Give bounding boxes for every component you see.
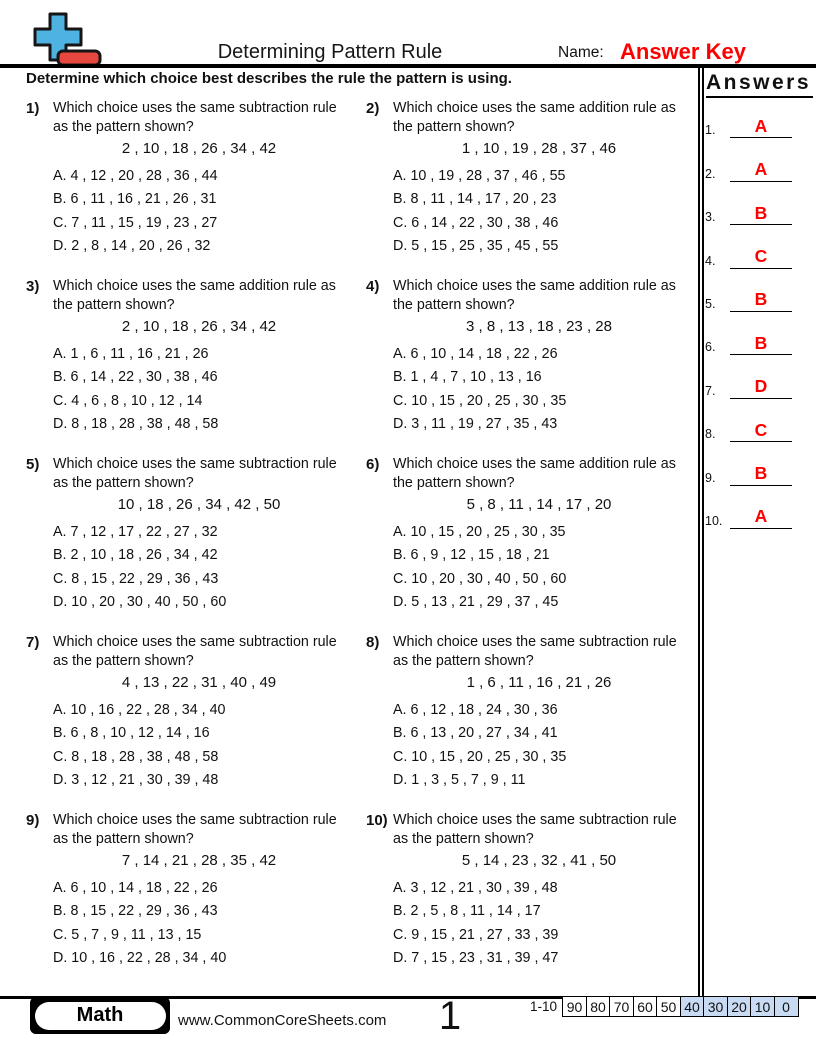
question-number: 8): [366, 634, 380, 651]
answer-letter: B: [754, 332, 768, 353]
question-body: [393, 277, 685, 455]
answer-letter: A: [754, 506, 768, 527]
answer-item: [705, 355, 811, 398]
answer-letter: C: [754, 419, 768, 440]
answer-blank-line: [730, 329, 792, 355]
answer-choice: A. 4 , 12 , 20 , 28 , 36 , 44: [53, 168, 218, 184]
answer-choice: A. 10 , 15 , 20 , 25 , 30 , 35: [393, 524, 566, 540]
answer-choice: A. 10 , 19 , 28 , 37 , 46 , 55: [393, 168, 566, 184]
question-body: [53, 455, 345, 633]
name-label: Name:: [558, 44, 604, 61]
page-number: 1: [438, 994, 462, 1038]
answer-item: [705, 138, 811, 181]
score-cell: 80: [586, 996, 611, 1017]
score-cell: 30: [703, 996, 728, 1017]
answer-choice: D. 10 , 16 , 22 , 28 , 34 , 40: [53, 950, 227, 967]
math-badge-label: Math: [76, 1004, 124, 1026]
question-number: 5): [26, 456, 40, 473]
answer-choice: B. 6 , 14 , 22 , 30 , 38 , 46: [53, 369, 218, 386]
answer-choice: B. 6 , 11 , 16 , 21 , 26 , 31: [53, 191, 217, 208]
header-divider: [0, 64, 816, 68]
answer-choice: B. 2 , 10 , 18 , 26 , 34 , 42: [53, 547, 218, 564]
question-choices: [53, 165, 345, 259]
answer-choice: D. 8 , 18 , 28 , 38 , 48 , 58: [53, 416, 219, 433]
question-number: 1): [26, 100, 40, 117]
question-block: [366, 277, 696, 455]
answer-number: 3.: [705, 210, 716, 225]
answer-key-text: Answer Key: [620, 39, 746, 64]
question-text: Which choice uses the same subtraction rule as the pattern shown?: [53, 634, 337, 669]
score-cell: 0: [774, 996, 799, 1017]
answer-letter: B: [754, 202, 768, 223]
answer-blank-line: [730, 112, 792, 138]
answer-blank-line: [730, 243, 792, 269]
score-cell: 70: [609, 996, 634, 1017]
question-text: Which choice uses the same addition rule as the pattern shown?: [393, 100, 676, 135]
instruction-text: Determine which choice best describes the rule the pattern is using.: [26, 70, 512, 87]
question-number: 4): [366, 278, 380, 295]
question-number: 9): [26, 812, 40, 829]
question-text: Which choice uses the same addition rule as the pattern shown?: [53, 278, 336, 313]
answer-number: 1.: [705, 123, 716, 138]
answer-blank-line: [730, 199, 792, 225]
answer-choice: C. 7 , 11 , 15 , 19 , 23 , 27: [53, 214, 218, 231]
answer-number: 10.: [705, 513, 723, 528]
answer-choice: A. 1 , 6 , 11 , 16 , 21 , 26: [53, 346, 209, 362]
answer-choice: D. 7 , 15 , 23 , 31 , 39 , 47: [393, 950, 559, 967]
question-body: [393, 99, 685, 277]
answer-letter: C: [754, 246, 768, 267]
question-body: [53, 811, 345, 989]
question-pattern-sequence: 10 , 18 , 26 , 34 , 42 , 50: [117, 496, 281, 513]
score-table: [562, 996, 799, 1017]
answer-choice: B. 6 , 8 , 10 , 12 , 14 , 16: [53, 725, 210, 742]
question-pattern-sequence: 3 , 8 , 13 , 18 , 23 , 28: [466, 318, 612, 335]
answer-choice: D. 5 , 13 , 21 , 29 , 37 , 45: [393, 594, 559, 611]
answer-choice: B. 6 , 9 , 12 , 15 , 18 , 21: [393, 547, 550, 564]
answer-number: 2.: [705, 166, 716, 181]
answer-choice: D. 3 , 11 , 19 , 27 , 35 , 43: [393, 416, 558, 433]
question-text: Which choice uses the same subtraction rule as the pattern shown?: [393, 634, 677, 669]
answer-choice: D. 2 , 8 , 14 , 20 , 26 , 32: [53, 238, 211, 255]
question-pattern-sequence: 4 , 13 , 22 , 31 , 40 , 49: [121, 674, 277, 691]
question-body: [393, 633, 685, 811]
question-number: 3): [26, 278, 40, 295]
answer-choice: C. 6 , 14 , 22 , 30 , 38 , 46: [393, 214, 559, 231]
answer-blank-line: [730, 156, 792, 182]
question-block: [366, 99, 696, 277]
question-block: [26, 633, 366, 811]
answer-item: [705, 269, 811, 312]
answer-item: [705, 182, 811, 225]
question-body: [53, 277, 345, 455]
question-choices: [53, 699, 345, 793]
question-body: [53, 633, 345, 811]
answer-blank-line: [730, 503, 792, 529]
answer-choice: B. 6 , 13 , 20 , 27 , 34 , 41: [393, 725, 558, 742]
answer-choice: C. 8 , 18 , 28 , 38 , 48 , 58: [53, 748, 219, 765]
answer-number: 9.: [705, 470, 716, 485]
answer-blank-line: [730, 373, 792, 399]
question-choices: [393, 165, 685, 259]
answer-choice: B. 8 , 11 , 14 , 17 , 20 , 23: [393, 191, 557, 208]
math-badge: [30, 997, 170, 1034]
answer-blank-line: [730, 286, 792, 312]
question-block: [366, 633, 696, 811]
answer-choice: C. 8 , 15 , 22 , 29 , 36 , 43: [53, 570, 219, 587]
answer-choice: D. 1 , 3 , 5 , 7 , 9 , 11: [393, 772, 526, 789]
answers-list: [705, 95, 811, 529]
score-cell: 60: [633, 996, 658, 1017]
score-cell: 50: [656, 996, 681, 1017]
question-body: [393, 811, 685, 989]
answer-choice: B. 2 , 5 , 8 , 11 , 14 , 17: [393, 903, 541, 920]
question-body: [393, 455, 685, 633]
website-text: www.CommonCoreSheets.com: [178, 1012, 387, 1029]
answer-choice: D. 10 , 20 , 30 , 40 , 50 , 60: [53, 594, 227, 611]
question-block: [26, 811, 366, 989]
question-text: Which choice uses the same subtraction rule as the pattern shown?: [53, 812, 337, 847]
answer-item: [705, 442, 811, 485]
answer-choice: C. 10 , 15 , 20 , 25 , 30 , 35: [393, 392, 567, 409]
answer-letter: B: [754, 463, 768, 484]
answer-item: [705, 399, 811, 442]
answer-item: [705, 225, 811, 268]
question-pattern-sequence: 5 , 14 , 23 , 32 , 41 , 50: [461, 852, 617, 869]
answer-choice: B. 1 , 4 , 7 , 10 , 13 , 16: [393, 369, 542, 386]
answer-choice: C. 10 , 15 , 20 , 25 , 30 , 35: [393, 748, 567, 765]
question-choices: [393, 521, 685, 615]
question-block: [366, 811, 696, 989]
question-pattern-sequence: 1 , 10 , 19 , 28 , 37 , 46: [461, 140, 617, 157]
answer-choice: D. 3 , 12 , 21 , 30 , 39 , 48: [53, 772, 219, 789]
score-range-label: 1-10: [530, 999, 558, 1014]
answer-choice: C. 9 , 15 , 21 , 27 , 33 , 39: [393, 926, 559, 943]
answer-item: [705, 486, 811, 529]
math-badge-pill: [35, 1002, 166, 1030]
page-title: Determining Pattern Rule: [217, 41, 443, 63]
answer-blank-line: [730, 416, 792, 442]
score-cell: 40: [680, 996, 705, 1017]
answer-choice: A. 6 , 10 , 14 , 18 , 22 , 26: [53, 880, 218, 896]
answer-choice: A. 6 , 12 , 18 , 24 , 30 , 36: [393, 702, 558, 718]
answer-choice: B. 8 , 15 , 22 , 29 , 36 , 43: [53, 903, 218, 920]
answers-title: Answers: [706, 71, 813, 98]
answer-choice: C. 5 , 7 , 9 , 11 , 13 , 15: [53, 926, 202, 943]
answer-number: 7.: [705, 383, 716, 398]
question-pattern-sequence: 2 , 10 , 18 , 26 , 34 , 42: [121, 318, 277, 335]
question-text: Which choice uses the same subtraction rule as the pattern shown?: [393, 812, 677, 847]
answer-letter: A: [754, 115, 768, 136]
answer-item: [705, 95, 811, 138]
question-block: [26, 277, 366, 455]
answer-number: 8.: [705, 427, 716, 442]
question-pattern-sequence: 1 , 6 , 11 , 16 , 21 , 26: [466, 674, 612, 691]
answer-choice: A. 6 , 10 , 14 , 18 , 22 , 26: [393, 346, 558, 362]
question-block: [26, 455, 366, 633]
answer-choice: A. 10 , 16 , 22 , 28 , 34 , 40: [53, 702, 226, 718]
answer-letter: D: [754, 376, 768, 397]
answer-choice: C. 4 , 6 , 8 , 10 , 12 , 14: [53, 392, 203, 409]
question-text: Which choice uses the same subtraction rule as the pattern shown?: [53, 100, 337, 135]
question-pattern-sequence: 7 , 14 , 21 , 28 , 35 , 42: [121, 852, 277, 869]
question-number: 2): [366, 100, 380, 117]
answer-letter: A: [754, 159, 768, 180]
question-text: Which choice uses the same addition rule as the pattern shown?: [393, 278, 676, 313]
answer-number: 6.: [705, 340, 716, 355]
answer-choice: D. 5 , 15 , 25 , 35 , 45 , 55: [393, 238, 559, 255]
question-number: 10): [366, 812, 388, 829]
question-choices: [53, 877, 345, 971]
question-pattern-sequence: 2 , 10 , 18 , 26 , 34 , 42: [121, 140, 277, 157]
question-choices: [53, 521, 345, 615]
question-text: Which choice uses the same subtraction rule as the pattern shown?: [53, 456, 337, 491]
score-cell: 20: [727, 996, 752, 1017]
question-body: [53, 99, 345, 277]
score-cell: 90: [562, 996, 587, 1017]
question-block: [26, 99, 366, 277]
question-choices: [393, 699, 685, 793]
question-pattern-sequence: 5 , 8 , 11 , 14 , 17 , 20: [466, 496, 612, 513]
answer-choice: A. 3 , 12 , 21 , 30 , 39 , 48: [393, 880, 558, 896]
answer-number: 5.: [705, 296, 716, 311]
answer-choice: C. 10 , 20 , 30 , 40 , 50 , 60: [393, 570, 567, 587]
question-choices: [393, 877, 685, 971]
answer-item: [705, 312, 811, 355]
answer-letter: B: [754, 289, 768, 310]
questions-grid: [26, 99, 702, 989]
score-cell: 10: [750, 996, 775, 1017]
question-text: Which choice uses the same addition rule as the pattern shown?: [393, 456, 676, 491]
question-choices: [393, 343, 685, 437]
question-number: 6): [366, 456, 380, 473]
question-block: [366, 455, 696, 633]
answer-blank-line: [730, 460, 792, 486]
answer-number: 4.: [705, 253, 716, 268]
answer-choice: A. 7 , 12 , 17 , 22 , 27 , 32: [53, 524, 218, 540]
question-number: 7): [26, 634, 40, 651]
question-choices: [53, 343, 345, 437]
